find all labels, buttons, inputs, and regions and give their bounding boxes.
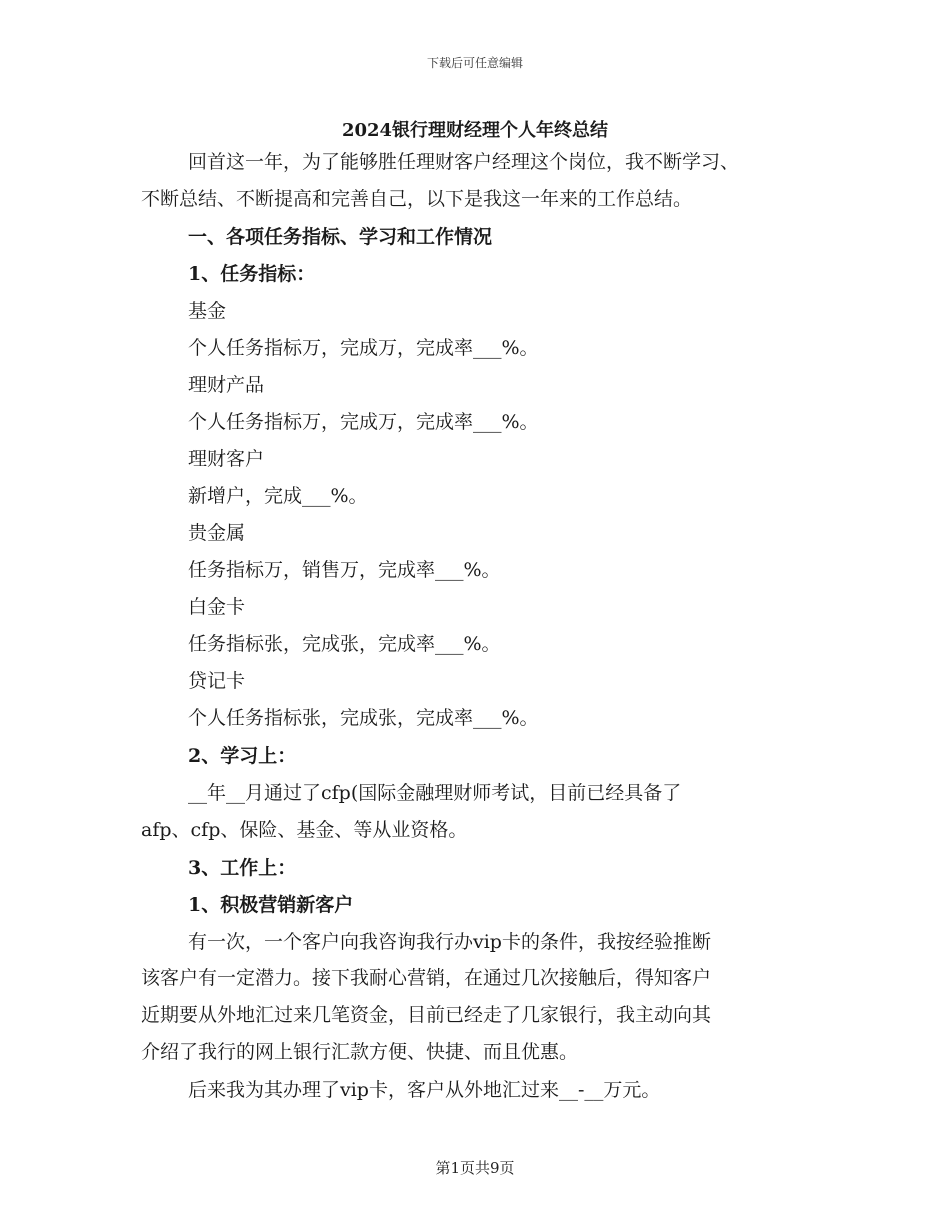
paragraph-line: 有一次，一个客户向我咨询我行办vip卡的条件，我按经验推断 <box>188 931 711 953</box>
paragraph-line: 该客户有一定潜力。接下我耐心营销，在通过几次接触后，得知客户 <box>141 967 712 989</box>
item-label: 白金卡 <box>188 596 246 618</box>
subsection-heading: 3、工作上： <box>188 857 297 879</box>
paragraph-line: 不断总结、不断提高和完善自己，以下是我这一年来的工作总结。 <box>141 188 693 210</box>
subsection-heading: 2、学习上： <box>188 745 297 767</box>
item-detail: 新增户，完成___%。 <box>188 485 368 507</box>
paragraph-line: __年__月通过了cfp(国际金融理财师考试，目前已经具备了 <box>188 782 682 804</box>
item-label: 理财产品 <box>188 374 265 396</box>
subsection-heading: 1、任务指标： <box>188 263 316 285</box>
section-heading: 一、各项任务指标、学习和工作情况 <box>188 226 493 248</box>
paragraph-line: 后来我为其办理了vip卡，客户从外地汇过来__-__万元。 <box>188 1079 661 1101</box>
paragraph-line: 回首这一年，为了能够胜任理财客户经理这个岗位，我不断学习、 <box>188 151 740 173</box>
document-title: 2024银行理财经理个人年终总结 <box>341 120 609 141</box>
paragraph-line: 介绍了我行的网上银行汇款方便、快捷、而且优惠。 <box>141 1041 579 1063</box>
item-detail: 个人任务指标万，完成万，完成率___%。 <box>188 337 539 359</box>
item-detail: 任务指标万，销售万，完成率___%。 <box>188 559 501 581</box>
item-label: 基金 <box>188 300 227 322</box>
item-detail: 个人任务指标张，完成张，完成率___%。 <box>188 707 539 729</box>
item-label: 贵金属 <box>188 522 246 544</box>
item-detail: 任务指标张，完成张，完成率___%。 <box>188 633 501 655</box>
item-label: 理财客户 <box>188 448 265 470</box>
page-number-footer: 第1页共9页 <box>435 1159 515 1177</box>
paragraph-line: afp、cfp、保险、基金、等从业资格。 <box>141 819 468 841</box>
item-label: 贷记卡 <box>188 670 246 692</box>
paragraph-line: 近期要从外地汇过来几笔资金，目前已经走了几家银行，我主动向其 <box>141 1004 712 1026</box>
page-header-note: 下载后可任意编辑 <box>426 56 523 70</box>
item-detail: 个人任务指标万，完成万，完成率___%。 <box>188 411 539 433</box>
subsection-heading: 1、积极营销新客户 <box>188 894 354 916</box>
